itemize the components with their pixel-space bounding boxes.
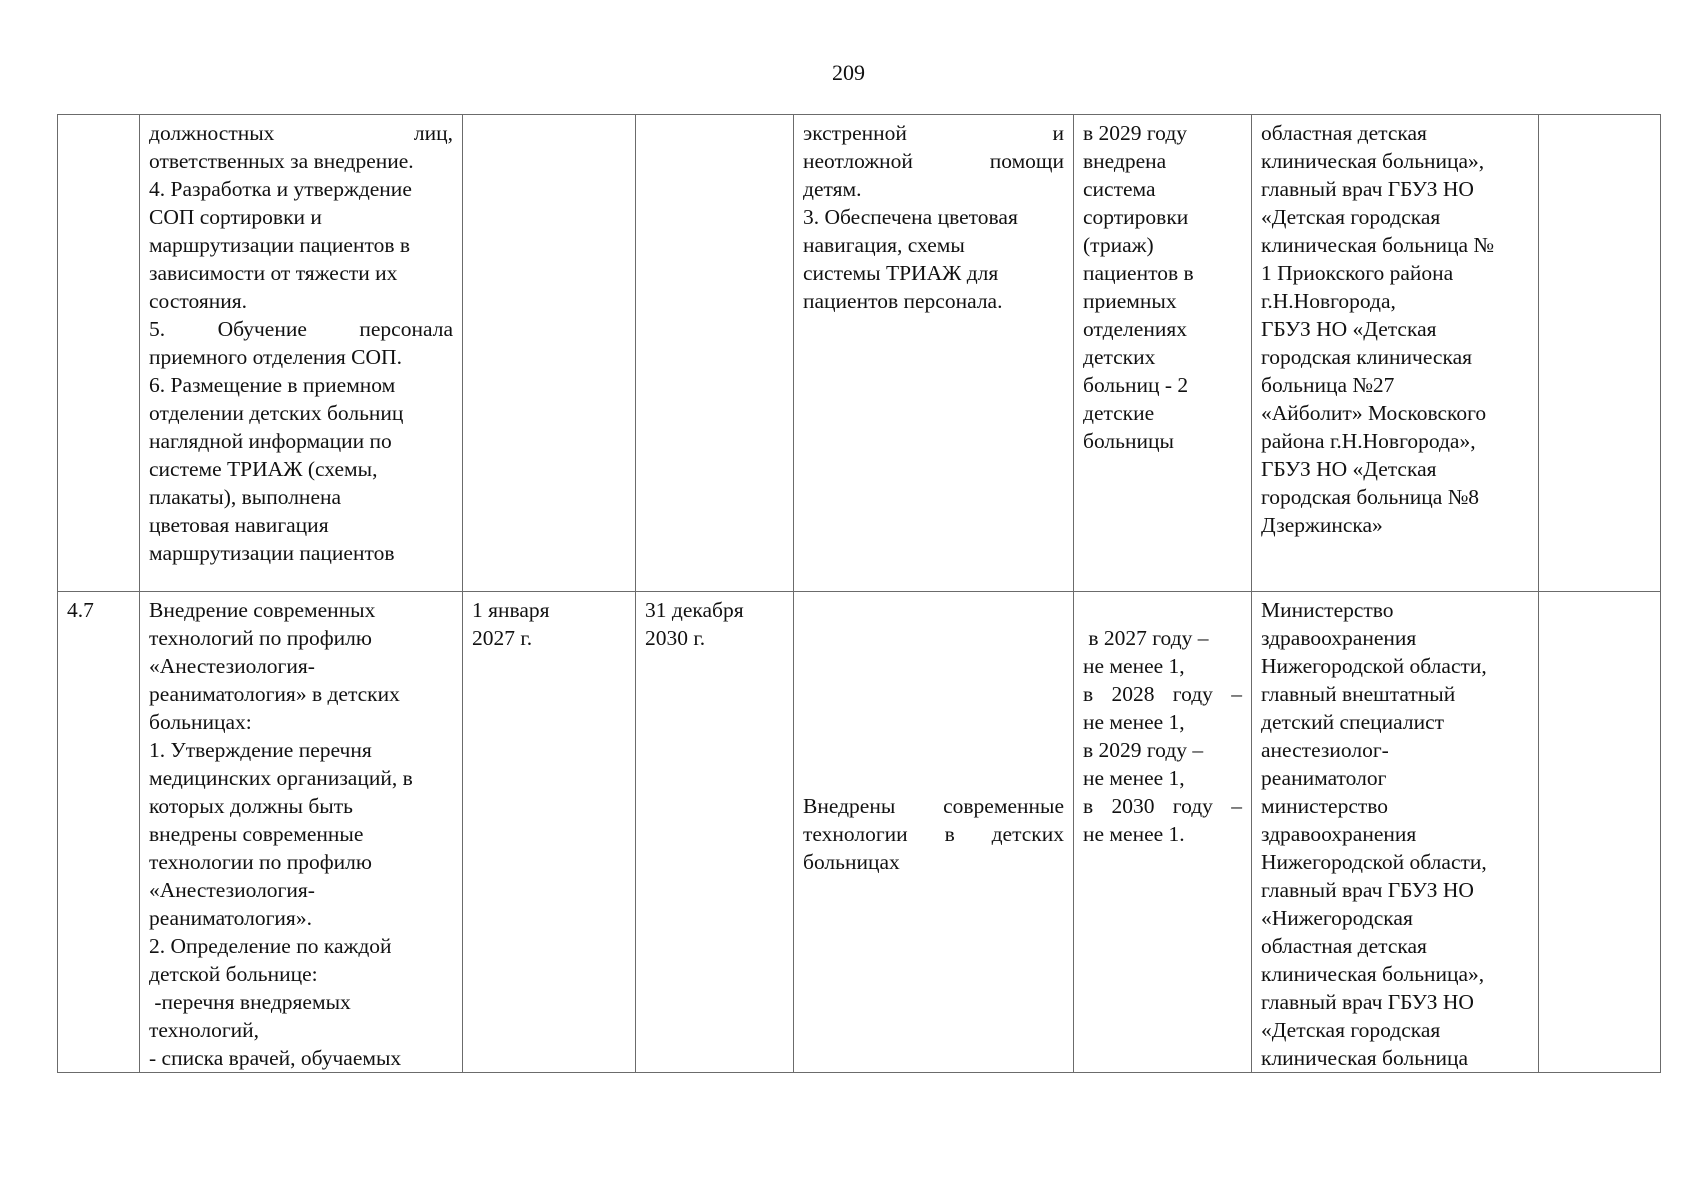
indicator-line: больницы <box>1083 429 1174 453</box>
indicator-line: детских <box>1083 345 1156 369</box>
activity-line: 4. Разработка и утверждение <box>149 177 412 201</box>
result-line: системы ТРИАЖ для <box>803 261 999 285</box>
indicator-line: в 2029 году – <box>1083 738 1204 762</box>
indicator-line: приемных <box>1083 289 1177 313</box>
responsible-line: главный врач ГБУЗ НО <box>1261 177 1474 201</box>
activity-line: Внедрение современных <box>149 598 376 622</box>
activity-line: технологий, <box>149 1018 260 1042</box>
page-number: 209 <box>832 60 865 85</box>
start-date-cell <box>463 592 636 1073</box>
activity-line: больницах: <box>149 710 252 734</box>
responsible-line: главный внештатный <box>1261 682 1456 706</box>
responsible-line: городская больница №8 <box>1261 485 1479 509</box>
result-line: пациентов персонала. <box>803 289 1003 313</box>
responsible-line: городская клиническая <box>1261 345 1473 369</box>
responsible-line: главный врач ГБУЗ НО <box>1261 990 1474 1014</box>
responsible-line: района г.Н.Новгорода», <box>1261 429 1476 453</box>
indicator-line: система <box>1083 177 1156 201</box>
start-date-line: 2027 г. <box>472 626 533 650</box>
responsible-line: Дзержинска» <box>1261 513 1383 537</box>
result-line: больницах <box>803 850 900 874</box>
activity-line: цветовая навигация <box>149 513 329 537</box>
activity-line: должностных лиц, <box>149 121 453 145</box>
result-cell <box>794 592 1074 1073</box>
indicator-line: (триаж) <box>1083 233 1154 257</box>
last-cell <box>1539 592 1661 1073</box>
indicator-line: детские <box>1083 401 1155 425</box>
activity-line: медицинских организаций, в <box>149 766 413 790</box>
activity-line: 5. Обучение персонала <box>149 317 453 341</box>
responsible-line: министерство <box>1261 794 1389 818</box>
result-line: экстренной и <box>803 121 1064 145</box>
activity-line: внедрены современные <box>149 822 364 846</box>
indicator-line: не менее 1. <box>1083 822 1185 846</box>
responsible-line: Нижегородской области, <box>1261 850 1487 874</box>
indicator-line: сортировки <box>1083 205 1189 229</box>
activity-line: приемного отделения СОП. <box>149 345 402 369</box>
indicator-line: в 2028 году – <box>1083 682 1242 706</box>
responsible-line: ГБУЗ НО «Детская <box>1261 457 1437 481</box>
activity-line: наглядной информации по <box>149 429 392 453</box>
responsible-line: ГБУЗ НО «Детская <box>1261 317 1437 341</box>
start-date-cell <box>463 115 636 592</box>
responsible-line: г.Н.Новгорода, <box>1261 289 1396 313</box>
result-cell <box>794 115 1074 592</box>
indicator-cell <box>1074 592 1252 1073</box>
responsible-line: областная детская <box>1261 121 1427 145</box>
row-number-cell <box>58 592 140 1073</box>
table-row <box>58 592 1661 1073</box>
responsible-line: «Детская городская <box>1261 205 1441 229</box>
activity-line: системе ТРИАЖ (схемы, <box>149 457 378 481</box>
responsible-line: Нижегородской области, <box>1261 654 1487 678</box>
responsible-line: детский специалист <box>1261 710 1445 734</box>
activity-line: «Анестезиология- <box>149 878 315 902</box>
indicator-spacer <box>1083 596 1242 624</box>
activity-line: маршрутизации пациентов <box>149 541 395 565</box>
responsible-line: клиническая больница <box>1261 1046 1469 1070</box>
indicator-line: в 2027 году – <box>1083 626 1209 650</box>
activity-line: отделении детских больниц <box>149 401 404 425</box>
responsible-line: областная детская <box>1261 934 1427 958</box>
responsible-line: Министерство <box>1261 598 1394 622</box>
responsible-cell <box>1252 115 1539 592</box>
activity-line: плакаты), выполнена <box>149 485 342 509</box>
responsible-line: «Айболит» Московского <box>1261 401 1487 425</box>
activity-line: -перечня внедряемых <box>149 990 351 1014</box>
activity-line: 6. Размещение в приемном <box>149 373 396 397</box>
responsible-line: реаниматолог <box>1261 766 1387 790</box>
activity-line: технологий по профилю <box>149 626 372 650</box>
responsible-line: клиническая больница № <box>1261 233 1494 257</box>
responsible-line: здравоохранения <box>1261 626 1417 650</box>
responsible-line: больница №27 <box>1261 373 1395 397</box>
responsible-line: «Нижегородская <box>1261 906 1413 930</box>
end-date-line: 31 декабря <box>645 598 744 622</box>
result-line: Внедрены современные <box>803 794 1064 818</box>
activity-line: состояния. <box>149 289 247 313</box>
row-number-cell <box>58 115 140 592</box>
last-cell <box>1539 115 1661 592</box>
measures-table <box>57 114 1661 1073</box>
activity-line: 1. Утверждение перечня <box>149 738 372 762</box>
responsible-line: 1 Приокского района <box>1261 261 1454 285</box>
activity-line: реаниматология». <box>149 906 312 930</box>
indicator-line: пациентов в <box>1083 261 1194 285</box>
responsible-line: клиническая больница», <box>1261 962 1485 986</box>
indicator-line: больниц - 2 <box>1083 373 1189 397</box>
activity-line: - списка врачей, обучаемых <box>149 1046 402 1070</box>
end-date-line: 2030 г. <box>645 626 706 650</box>
indicator-line: не менее 1, <box>1083 766 1185 790</box>
result-line: технологии в детских <box>803 822 1064 846</box>
result-line: неотложной помощи <box>803 149 1064 173</box>
indicator-line: не менее 1, <box>1083 710 1185 734</box>
indicator-line: в 2029 году <box>1083 121 1188 145</box>
start-date-line: 1 января <box>472 598 550 622</box>
indicator-line: в 2030 году – <box>1083 794 1242 818</box>
activity-line: технологии по профилю <box>149 850 372 874</box>
activity-line: реаниматология» в детских <box>149 682 400 706</box>
activity-line: ответственных за внедрение. <box>149 149 414 173</box>
activity-cell <box>140 592 463 1073</box>
result-line: 3. Обеспечена цветовая <box>803 205 1018 229</box>
activity-line: маршрутизации пациентов в <box>149 233 411 257</box>
row-number: 4.7 <box>67 598 94 622</box>
indicator-cell <box>1074 115 1252 592</box>
activity-line: 2. Определение по каждой <box>149 934 392 958</box>
end-date-cell <box>636 592 794 1073</box>
responsible-line: здравоохранения <box>1261 822 1417 846</box>
indicator-line: внедрена <box>1083 149 1167 173</box>
responsible-line: анестезиолог- <box>1261 738 1389 762</box>
table-row <box>58 115 1661 592</box>
activity-line: зависимости от тяжести их <box>149 261 398 285</box>
activity-line: «Анестезиология- <box>149 654 315 678</box>
responsible-line: «Детская городская <box>1261 1018 1441 1042</box>
activity-line: СОП сортировки и <box>149 205 322 229</box>
end-date-cell <box>636 115 794 592</box>
indicator-line: отделениях <box>1083 317 1187 341</box>
responsible-cell <box>1252 592 1539 1073</box>
indicator-line: не менее 1, <box>1083 654 1185 678</box>
result-line: навигация, схемы <box>803 233 965 257</box>
responsible-line: главный врач ГБУЗ НО <box>1261 878 1474 902</box>
result-line: детям. <box>803 177 862 201</box>
activity-cell <box>140 115 463 592</box>
responsible-line: клиническая больница», <box>1261 149 1485 173</box>
activity-line: детской больнице: <box>149 962 318 986</box>
activity-line: которых должны быть <box>149 794 353 818</box>
result-spacer <box>803 596 1064 792</box>
